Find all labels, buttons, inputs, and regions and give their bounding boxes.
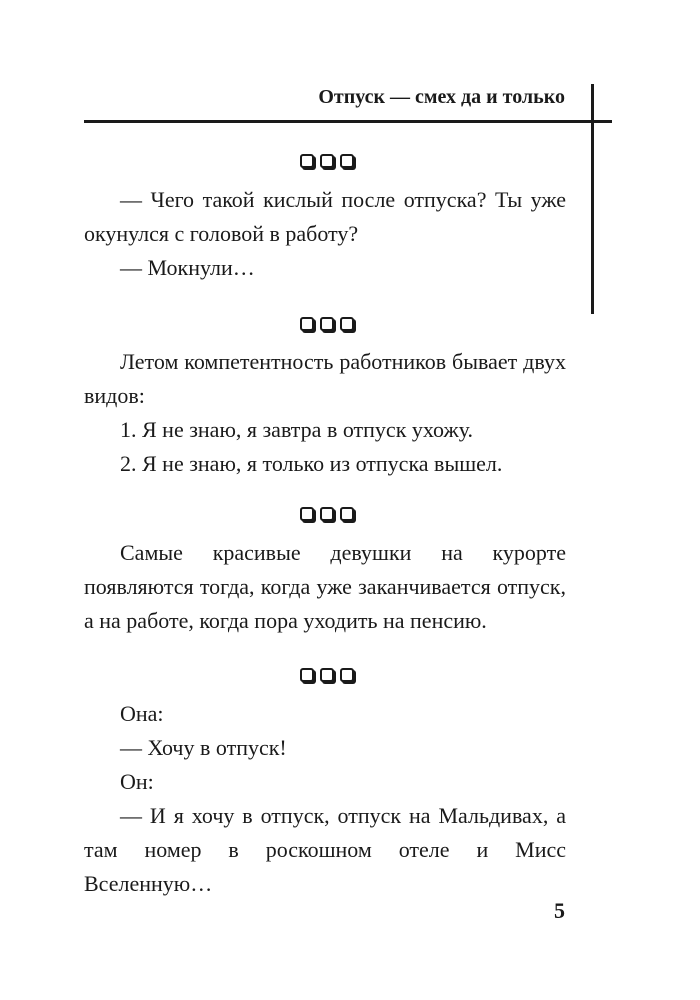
paragraph: — Чего такой кислый после отпуска? Ты уже окунулся с головой в работу? (84, 187, 566, 246)
square-ornament-icon (340, 507, 354, 521)
square-ornament-icon (340, 154, 354, 168)
square-ornament-icon (300, 507, 314, 521)
separator-ornament (300, 668, 354, 682)
square-ornament-icon (300, 668, 314, 682)
paragraph: Она: (120, 701, 164, 726)
paragraph: — Хочу в отпуск! (120, 735, 287, 760)
separator-ornament (300, 154, 354, 168)
separator-ornament (300, 317, 354, 331)
square-ornament-icon (300, 317, 314, 331)
square-ornament-icon (320, 668, 334, 682)
joke-1 (84, 183, 566, 285)
square-ornament-icon (300, 154, 314, 168)
joke-3 (84, 536, 566, 638)
paragraph: Самые красивые девушки на курорте появляются тогда, когда уже заканчивается отпуск, а на работе, когда пора уходить на пенсию. (84, 540, 566, 633)
header-rule-vertical (591, 84, 594, 314)
joke-4 (84, 697, 566, 901)
square-ornament-icon (340, 668, 354, 682)
square-ornament-icon (320, 154, 334, 168)
running-head: Отпуск — смех да и только (318, 86, 565, 108)
separator-ornament (300, 507, 354, 521)
joke-2 (84, 345, 566, 481)
paragraph: — И я хочу в отпуск, отпуск на Мальдивах, а там номер в роскошном отеле и Мисс Вселенную… (84, 803, 566, 896)
paragraph: 1. Я не знаю, я завтра в отпуск ухожу. (120, 417, 473, 442)
page-number: 5 (554, 898, 565, 923)
paragraph: 2. Я не знаю, я только из отпуска вышел. (120, 451, 503, 476)
square-ornament-icon (340, 317, 354, 331)
square-ornament-icon (320, 507, 334, 521)
paragraph: — Мокнули… (120, 255, 255, 280)
square-ornament-icon (320, 317, 334, 331)
header-rule-horizontal (84, 120, 612, 123)
paragraph: Он: (120, 769, 154, 794)
paragraph: Летом компетентность работников бывает двух видов: (84, 349, 566, 408)
